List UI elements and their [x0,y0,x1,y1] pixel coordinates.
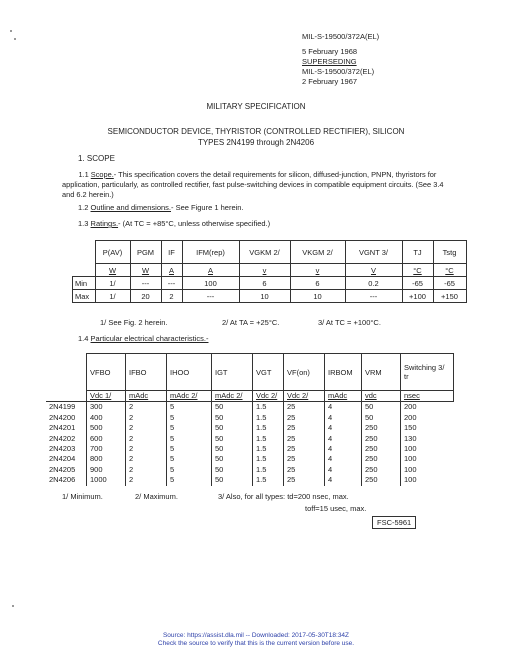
type-cell: 2N4206 [49,475,76,485]
outline-num: 1.2 [78,203,89,212]
value-cell: 50 [362,413,401,423]
ratings-cell: 2 [161,290,182,303]
outline-heading: Outline and dimensions. [90,203,171,212]
row-label-max: Max [73,290,96,303]
scan-speck [10,30,12,32]
value-cell: 2 [126,434,167,444]
particular-heading: Particular electrical characteristics.- [90,334,209,343]
value-cell: 130 [401,434,454,444]
ratings-header-row [73,241,467,264]
characteristics-unit: Vdc 2/ [253,391,284,402]
characteristics-header: IRBOM [325,354,362,391]
ratings-corner [73,241,96,264]
value-cell: 2 [126,413,167,423]
source-footer [0,632,512,648]
ratings-paragraph [78,219,270,228]
ratings-min-row [73,277,467,290]
ratings-unit: A [182,264,239,277]
characteristics-header: IHOO [167,354,212,391]
value-cell: 1000 [87,475,126,485]
ratings-unit: v [239,264,290,277]
value-cell: 50 [212,475,253,485]
value-cell: 250 [362,423,401,433]
ratings-cell: --- [161,277,182,290]
characteristics-units-row [46,391,454,402]
value-cell: 25 [284,434,325,444]
characteristics-unit: mAdc [325,391,362,402]
table-row [46,413,454,423]
value-cell: 1.5 [253,475,284,485]
ratings-header: IFM(rep) [182,241,239,264]
particular-num: 1.4 [78,334,89,343]
spec-title: MILITARY SPECIFICATION [206,102,306,111]
value-cell: 50 [362,402,401,413]
value-cell: 1.5 [253,465,284,475]
value-cell: 4 [325,465,362,475]
value-cell: 150 [401,423,454,433]
value-cell: 1.5 [253,444,284,454]
type-cell: 2N4203 [49,444,76,454]
value-cell: 50 [212,402,253,413]
ratings-cell: 20 [130,290,161,303]
characteristics-unit: nsec [401,391,454,402]
ratings-cell: 6 [239,277,290,290]
ratings-header: PGM [130,241,161,264]
characteristics-header: IFBO [126,354,167,391]
value-cell: 500 [87,423,126,433]
value-cell: 100 [401,444,454,454]
ratings-cell: 0.2 [345,277,402,290]
characteristics-header-row [46,354,454,391]
ratings-unit: °C [402,264,433,277]
device-title-line: SEMICONDUCTOR DEVICE, THYRISTOR (CONTROLLED RECTIFIER), SILICON [107,127,405,136]
value-cell: 1.5 [253,423,284,433]
type-cell: 2N4201 [49,423,76,433]
value-cell: 4 [325,402,362,413]
value-cell: 25 [284,413,325,423]
value-cell: 100 [401,454,454,464]
type-cell: 2N4199 [49,402,76,412]
ratings-unit: v [290,264,345,277]
particular-paragraph [78,334,208,343]
characteristics-note-4: toff=15 usec, max. [305,504,367,513]
characteristics-unit: Vdc 1/ [87,391,126,402]
ratings-cell: 6 [290,277,345,290]
outline-text: - See Figure 1 herein. [171,203,244,212]
value-cell: 1.5 [253,434,284,444]
ratings-cell: --- [182,290,239,303]
value-cell: 25 [284,423,325,433]
superseded-doc-id: MIL-S-19500/372(EL) [302,67,375,76]
value-cell: 25 [284,465,325,475]
scope-num: 1.1 [78,170,89,179]
value-cell: 700 [87,444,126,454]
characteristics-unit: Vdc 2/ [284,391,325,402]
source-line: Source: https://assist.dla.mil -- Downloaded: 2017-05-30T18:34Z [162,632,350,639]
value-cell: 50 [212,434,253,444]
document-header [302,32,379,87]
value-cell: 800 [87,454,126,464]
ratings-cell: --- [130,277,161,290]
ratings-unit: A [161,264,182,277]
outline-paragraph [78,203,244,212]
characteristics-note-2: 2/ Maximum. [135,492,178,501]
value-cell: 50 [212,423,253,433]
table-row [46,465,454,475]
characteristics-header: VF(on) [284,354,325,391]
value-cell: 4 [325,434,362,444]
value-cell: 5 [167,465,212,475]
ratings-num: 1.3 [78,219,89,228]
ratings-header: VGNT 3/ [345,241,402,264]
value-cell: 2 [126,454,167,464]
characteristics-unit: mAdc [126,391,167,402]
type-cell: 2N4202 [49,433,76,443]
ratings-unit: V [345,264,402,277]
value-cell: 900 [87,465,126,475]
ratings-note-2: 2/ At TA = +25°C. [222,318,280,327]
value-cell: 50 [212,465,253,475]
device-title [0,126,512,148]
value-cell: 250 [362,465,401,475]
value-cell: 1.5 [253,402,284,413]
ratings-cell: 1/ [95,290,130,303]
ratings-note-3: 3/ At TC = +100°C. [318,318,381,327]
value-cell: 4 [325,454,362,464]
value-cell: 4 [325,444,362,454]
ratings-text: - (At TC = +85°C, unless otherwise specified.) [118,219,271,228]
characteristics-header: IGT [212,354,253,391]
value-cell: 2 [126,402,167,413]
value-cell: 4 [325,423,362,433]
section-heading: 1. SCOPE [78,154,115,163]
value-cell: 250 [362,444,401,454]
value-cell: 50 [212,454,253,464]
value-cell: 25 [284,454,325,464]
value-cell: 250 [362,475,401,485]
table-row [46,454,454,464]
ratings-cell: +100 [402,290,433,303]
characteristics-header: VRM [362,354,401,391]
ratings-header: P(AV) [95,241,130,264]
value-cell: 100 [401,465,454,475]
value-cell: 25 [284,444,325,454]
value-cell: 4 [325,475,362,485]
value-cell: 200 [401,402,454,413]
ratings-cell: -65 [433,277,466,290]
value-cell: 250 [362,454,401,464]
characteristics-header: VGT [253,354,284,391]
ratings-cell: 10 [290,290,345,303]
value-cell: 2 [126,475,167,485]
table-row [46,423,454,433]
value-cell: 5 [167,423,212,433]
ratings-max-row [73,290,467,303]
value-cell: 5 [167,413,212,423]
doc-date: 5 February 1968 [302,47,358,56]
table-row [46,402,454,413]
value-cell: 600 [87,434,126,444]
value-cell: 1.5 [253,413,284,423]
value-cell: 200 [401,413,454,423]
scope-paragraph [62,170,457,200]
table-row [46,434,454,444]
device-types-line: TYPES 2N4199 through 2N4206 [197,138,315,147]
characteristics-corner [46,354,87,391]
ratings-cell: 1/ [95,277,130,290]
ratings-header: TJ [402,241,433,264]
ratings-table [72,240,467,303]
characteristics-header: VFBO [87,354,126,391]
scope-text: - This specification covers the detail requirements for silicon, diffused-junction, PNPN, thyristors for application, particularly, as controlled rectifier, fast pulse-switching devices in compatible equipment circuits. (See 3.4 and 6.2 herein.) [62,170,444,199]
ratings-unit: W [130,264,161,277]
ratings-cell: 10 [239,290,290,303]
value-cell: 300 [87,402,126,413]
ratings-header: VGKM 2/ [239,241,290,264]
ratings-header: Tstg [433,241,466,264]
characteristics-table [46,353,454,486]
fsc-code: FSC-5961 [372,516,416,529]
superseding-label: SUPERSEDING [302,57,357,66]
value-cell: 400 [87,413,126,423]
value-cell: 5 [167,454,212,464]
characteristics-note-3: 3/ Also, for all types: td=200 nsec, max. [218,492,349,501]
value-cell: 250 [362,434,401,444]
value-cell: 50 [212,413,253,423]
type-cell: 2N4205 [49,464,76,474]
doc-id: MIL-S-19500/372A(EL) [302,32,380,41]
value-cell: 25 [284,402,325,413]
scan-speck [14,38,16,40]
characteristics-unit: mAdc 2/ [212,391,253,402]
value-cell: 25 [284,475,325,485]
row-label-min: Min [73,277,96,290]
value-cell: 5 [167,402,212,413]
value-cell: 2 [126,465,167,475]
ratings-cell: -65 [402,277,433,290]
ratings-note-1: 1/ See Fig. 2 herein. [100,318,168,327]
value-cell: 1.5 [253,454,284,464]
table-row [46,475,454,485]
value-cell: 5 [167,444,212,454]
value-cell: 2 [126,444,167,454]
table-row [46,444,454,454]
ratings-heading: Ratings. [90,219,119,228]
type-cell: 2N4200 [49,412,76,422]
value-cell: 5 [167,434,212,444]
ratings-cell: --- [345,290,402,303]
ratings-header: IF [161,241,182,264]
superseded-doc-date: 2 February 1967 [302,77,358,86]
ratings-unit: W [95,264,130,277]
value-cell: 50 [212,444,253,454]
ratings-header: VKGM 2/ [290,241,345,264]
characteristics-unit: vdc [362,391,401,402]
scope-heading: Scope. [90,170,114,179]
value-cell: 100 [401,475,454,485]
ratings-units-row [73,264,467,277]
type-cell: 2N4204 [49,454,76,464]
verify-line: Check the source to verify that this is the current version before use. [157,640,355,647]
characteristics-header: Switching 3/ tr [401,354,454,391]
value-cell: 5 [167,475,212,485]
value-cell: 4 [325,413,362,423]
characteristics-unit: mAdc 2/ [167,391,212,402]
ratings-cell: 100 [182,277,239,290]
value-cell: 2 [126,423,167,433]
scan-speck [12,605,14,607]
ratings-unit: °C [433,264,466,277]
characteristics-note-1: 1/ Minimum. [62,492,103,501]
ratings-cell: +150 [433,290,466,303]
